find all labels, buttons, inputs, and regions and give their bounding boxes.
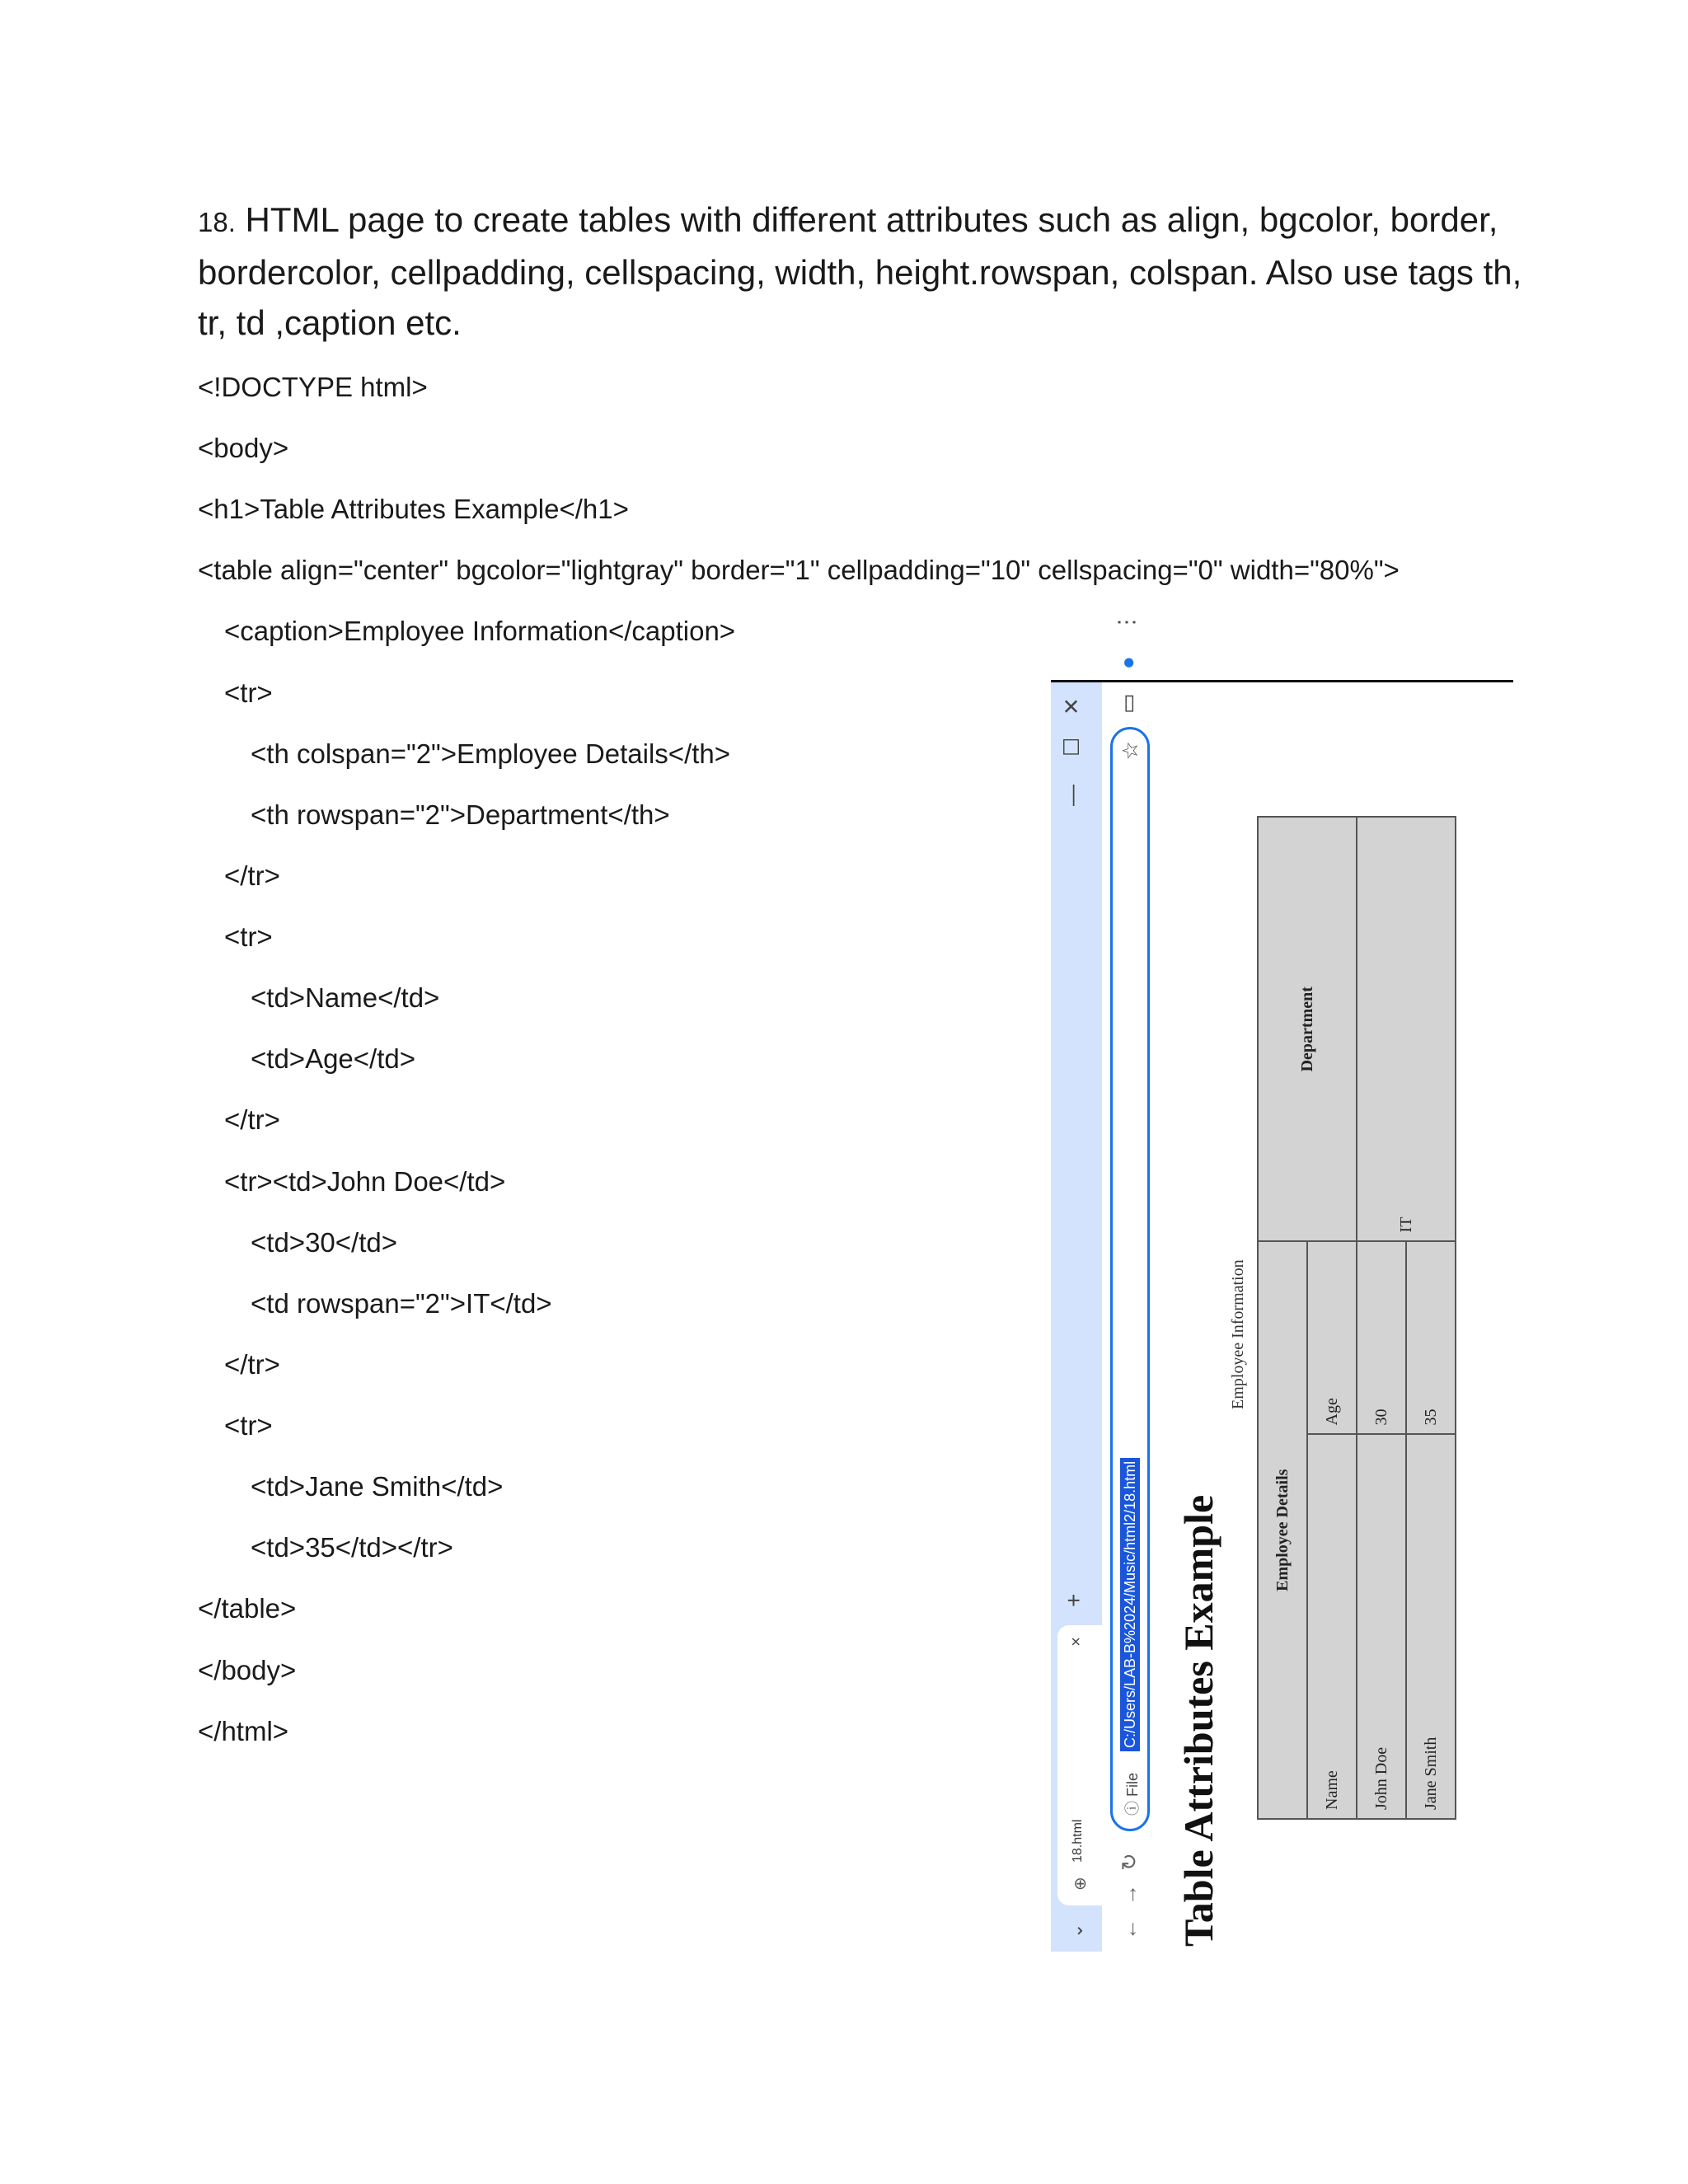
code-line: <tr><td>John Doe</td> <box>224 1166 506 1197</box>
browser-window <box>1051 612 1513 1952</box>
page-heading: Table Attributes Example <box>1175 1494 1221 1947</box>
bookmark-star-icon[interactable]: ☆ <box>1118 741 1142 761</box>
tab-strip <box>1051 682 1102 1952</box>
maximize-icon[interactable]: ☐ <box>1059 737 1084 757</box>
code-line: </tr> <box>224 1104 280 1135</box>
code-line: </table> <box>198 1593 297 1624</box>
code-line: <caption>Employee Information</caption> <box>224 616 736 646</box>
file-label: File <box>1124 1772 1141 1797</box>
section-heading <box>198 194 1533 348</box>
globe-icon: ⊕ <box>1071 1877 1090 1891</box>
header-department: Department <box>1258 817 1357 1241</box>
code-line: <td>Name</td> <box>251 982 440 1013</box>
cell-age: 30 <box>1357 1241 1406 1434</box>
code-line: <td rowspan="2">IT</td> <box>251 1288 552 1319</box>
browser-screenshot <box>1051 612 1513 1952</box>
profile-icon[interactable]: ● <box>1115 656 1140 669</box>
cell-name: John Doe <box>1357 1434 1406 1819</box>
code-line: <tr> <box>224 677 273 708</box>
file-info-chip[interactable]: ⓘ File <box>1124 1772 1141 1816</box>
reload-icon[interactable]: ↻ <box>1117 1853 1142 1871</box>
address-bar[interactable] <box>1110 727 1150 1831</box>
tab-list-chevron-icon[interactable]: ⌄ <box>1066 1923 1086 1938</box>
code-line: <tr> <box>224 921 273 952</box>
tab-title: 18.html <box>1071 1819 1085 1863</box>
cell-age: 35 <box>1406 1241 1456 1434</box>
code-line: <th colspan="2">Employee Details</th> <box>251 738 731 769</box>
code-line: <th rowspan="2">Department</th> <box>251 799 670 830</box>
table-row <box>1258 817 1307 1819</box>
code-line: <!DOCTYPE html> <box>198 372 428 402</box>
employee-table <box>1257 816 1456 1820</box>
url-text[interactable]: C:/Users/LAB-B%2024/Music/html2/18.html <box>1120 1458 1140 1751</box>
code-line: </tr> <box>224 1349 280 1380</box>
code-line: </tr> <box>224 860 280 891</box>
cell-name: Jane Smith <box>1406 1434 1456 1819</box>
browser-toolbar <box>1102 612 1160 1952</box>
code-line: <td>35</td></tr> <box>251 1532 453 1563</box>
new-tab-button[interactable]: + <box>1061 1593 1086 1607</box>
cell-age-label: Age <box>1307 1241 1357 1434</box>
header-employee-details: Employee Details <box>1258 1241 1307 1819</box>
table-caption: Employee Information <box>1229 1259 1247 1409</box>
code-line: </body> <box>198 1655 297 1685</box>
code-line: <body> <box>198 433 289 463</box>
section-heading-text: HTML page to create tables with different attributes such as align, bgcolor, border, bordercolor, cellpadding, cellspacing, width, height.rowspan, colspan. Also use tags th, tr, td ,caption etc. <box>198 200 1522 342</box>
section-number: 18. <box>198 207 236 237</box>
code-line: </html> <box>198 1716 289 1746</box>
minimize-icon[interactable]: — <box>1059 785 1084 806</box>
code-line: <td>Jane Smith</td> <box>251 1471 504 1502</box>
forward-arrow-icon[interactable]: → <box>1117 1884 1142 1905</box>
code-line: <td>30</td> <box>251 1227 398 1258</box>
sidebar-panel-icon[interactable]: ▭ <box>1115 693 1140 714</box>
back-arrow-icon[interactable]: ← <box>1117 1919 1142 1940</box>
code-line: <table align="center" bgcolor="lightgray" border="1" cellpadding="10" cellspacing="0" width="80%"> <box>198 555 1400 585</box>
browser-tab[interactable] <box>1057 1625 1102 1905</box>
cell-department: IT <box>1357 817 1456 1241</box>
tab-close-icon[interactable]: × <box>1067 1637 1085 1647</box>
menu-icon[interactable]: ⋮ <box>1114 612 1138 633</box>
table-row <box>1357 817 1406 1819</box>
close-window-icon[interactable]: ✕ <box>1059 697 1084 715</box>
cell-name-label: Name <box>1307 1434 1357 1819</box>
code-line: <h1>Table Attributes Example</h1> <box>198 494 629 524</box>
code-line: <td>Age</td> <box>251 1043 416 1074</box>
code-line: <tr> <box>224 1410 273 1441</box>
